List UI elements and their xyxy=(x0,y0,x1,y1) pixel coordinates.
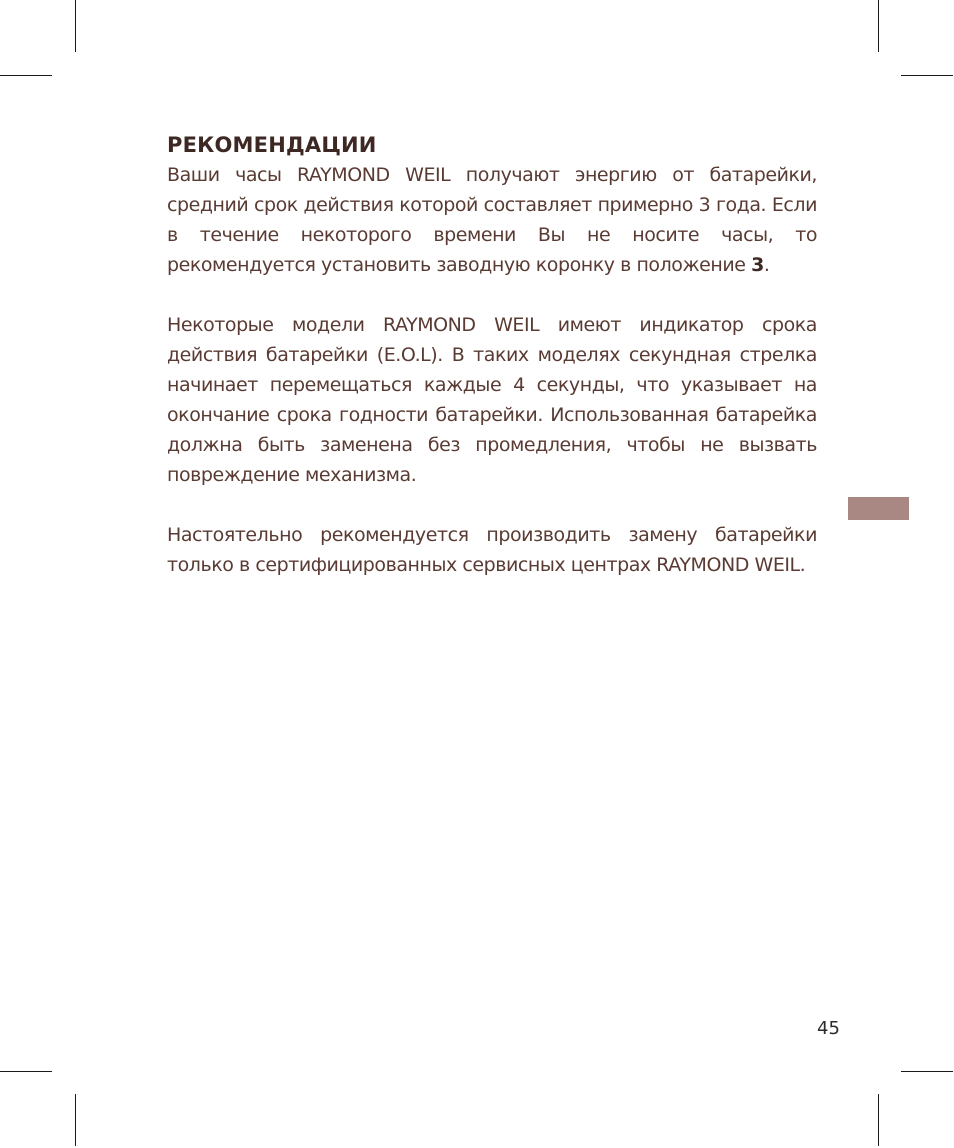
paragraph-service-centers: Настоятельно рекомендуется производить замену батарейки только в сертифицированных сервисных центрах RAYMOND WEIL. xyxy=(167,524,817,576)
recommendations-section xyxy=(167,130,817,610)
paragraph-battery-life-text: Ваши часы RAYMOND WEIL получают энергию от батарейки, средний срок действия которой составляет примерно 3 года. Если в течение некоторого времени Вы не носите часы, то рекомендуется установить заводную коронку в положение xyxy=(167,164,817,276)
section-heading: РЕКОМЕНДАЦИИ xyxy=(167,133,377,157)
paragraph-battery-life-end: . xyxy=(763,254,770,276)
crop-mark-bottom-left-horizontal xyxy=(0,1071,52,1072)
crop-mark-bottom-left-vertical xyxy=(75,1094,76,1146)
crop-mark-top-right-vertical xyxy=(878,0,879,52)
crop-mark-bottom-right-vertical xyxy=(878,1094,879,1146)
crop-mark-top-right-horizontal xyxy=(901,75,953,76)
crop-mark-bottom-right-horizontal xyxy=(901,1071,953,1072)
crop-mark-top-left-horizontal xyxy=(0,75,52,76)
page-number: 45 xyxy=(817,1018,840,1039)
paragraph-eol-indicator: Некоторые модели RAYMOND WEIL имеют индикатор срока действия батарейки (E.O.L). В таких моделях секундная стрелка начинает перемещаться каждые 4 секунды, что указывает на окончание срока годности батарейки. Использованная батарейка должна быть заменена без промедления, чтобы не вызвать повреждение механизма. xyxy=(167,314,817,486)
paragraph-battery-life xyxy=(167,160,817,280)
crown-position-number: 3 xyxy=(751,254,764,276)
crop-mark-top-left-vertical xyxy=(75,0,76,52)
section-tab-marker xyxy=(848,497,909,520)
